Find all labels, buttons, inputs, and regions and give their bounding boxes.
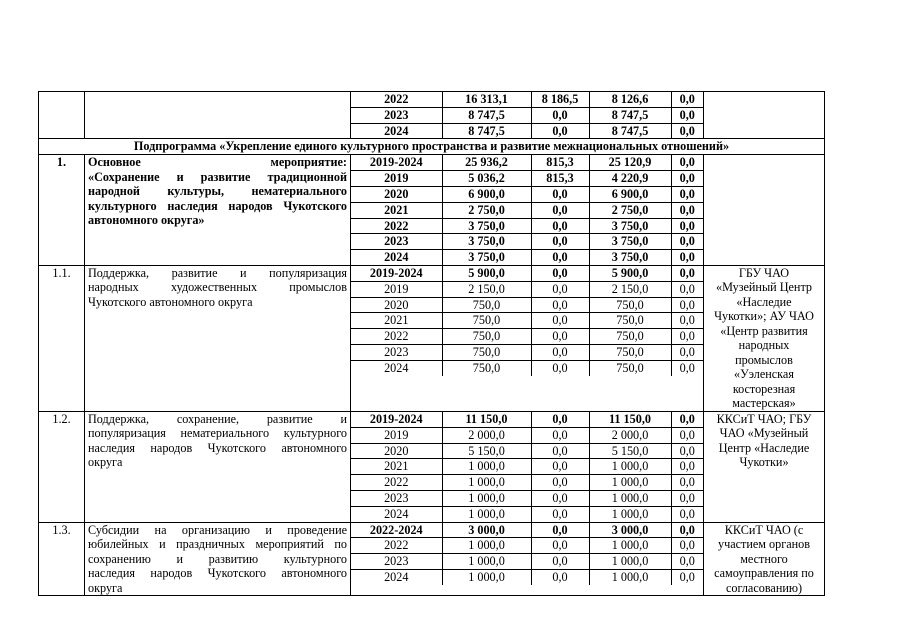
description-line: юбилейных и праздничных мероприятий по <box>88 537 347 552</box>
other-cell: 0,0 <box>671 313 703 329</box>
regional-cell: 3 750,0 <box>589 234 671 250</box>
federal-cell: 0,0 <box>531 313 589 329</box>
description-line: Поддержка, сохранение, развитие и <box>88 411 347 426</box>
year-row <box>351 123 703 138</box>
federal-cell: 0,0 <box>531 281 589 297</box>
description-line: автономного округа» <box>88 213 205 228</box>
other-cell: 0,0 <box>671 297 703 313</box>
federal-cell: 0,0 <box>531 360 589 375</box>
item-description <box>85 522 351 596</box>
regional-cell: 1 000,0 <box>589 490 671 506</box>
total-cell: 1 000,0 <box>442 490 531 506</box>
total-cell: 750,0 <box>442 360 531 375</box>
year-cell: 2020 <box>351 297 442 313</box>
total-cell: 750,0 <box>442 313 531 329</box>
other-cell: 0,0 <box>671 171 703 187</box>
federal-cell: 0,0 <box>531 218 589 234</box>
executor-line: мастерская» <box>732 396 796 411</box>
federal-cell: 0,0 <box>531 554 589 570</box>
year-row <box>351 202 703 218</box>
year-row <box>351 569 703 584</box>
year-cell: 2023 <box>351 107 442 123</box>
other-cell: 0,0 <box>671 202 703 218</box>
total-cell: 3 750,0 <box>442 234 531 250</box>
federal-cell: 0,0 <box>531 329 589 345</box>
total-cell: 8 747,5 <box>442 107 531 123</box>
continuation-row <box>39 92 825 139</box>
executor-line: Чукотки» <box>739 455 789 470</box>
description-line: сохранению и развитию культурного <box>88 551 347 566</box>
regional-cell: 11 150,0 <box>589 412 671 427</box>
year-cell: 2022-2024 <box>351 523 442 538</box>
federal-cell: 0,0 <box>531 443 589 459</box>
budget-table <box>38 91 825 596</box>
regional-cell: 5 900,0 <box>589 266 671 281</box>
federal-cell: 0,0 <box>531 107 589 123</box>
regional-cell: 4 220,9 <box>589 171 671 187</box>
total-cell: 3 750,0 <box>442 218 531 234</box>
values-grid <box>351 92 703 138</box>
item-number: 1.1. <box>39 265 85 411</box>
other-cell: 0,0 <box>671 490 703 506</box>
values-grid <box>351 523 703 585</box>
total-cell: 750,0 <box>442 329 531 345</box>
values-cell <box>351 265 704 411</box>
regional-cell: 1 000,0 <box>589 475 671 491</box>
total-cell: 1 000,0 <box>442 538 531 554</box>
executor-line: «Уэленская <box>734 367 794 382</box>
executor-line: косторезная <box>732 381 796 396</box>
year-cell: 2021 <box>351 202 442 218</box>
total-cell: 16 313,1 <box>442 92 531 107</box>
federal-cell: 0,0 <box>531 297 589 313</box>
description-line: культурного наследия народов Чукотского <box>88 198 347 213</box>
description-line: Основное мероприятие: <box>88 155 347 170</box>
year-row <box>351 218 703 234</box>
executor-line: народных <box>738 338 790 353</box>
other-cell: 0,0 <box>679 155 695 170</box>
executor-line: «Наследие <box>736 294 792 309</box>
federal-cell: 0,0 <box>531 506 589 521</box>
description-line: наследия народов Чукотского автономного <box>88 566 347 581</box>
year-row <box>351 281 703 297</box>
regional-cell: 6 900,0 <box>589 186 671 202</box>
other-cell: 0,0 <box>679 522 695 537</box>
federal-cell: 8 186,5 <box>531 92 589 107</box>
federal-cell: 0,0 <box>531 123 589 138</box>
total-cell: 11 150,0 <box>442 412 531 427</box>
num-cell <box>39 92 85 139</box>
regional-cell: 3 750,0 <box>589 218 671 234</box>
other-cell: 0,0 <box>671 107 703 123</box>
regional-cell: 750,0 <box>589 360 671 375</box>
year-cell: 2023 <box>351 554 442 570</box>
values-cell <box>351 522 704 596</box>
year-cell: 2019-2024 <box>351 266 442 281</box>
executor-line: «Центр развития <box>720 323 808 338</box>
other-cell: 0,0 <box>671 234 703 250</box>
regional-cell: 750,0 <box>589 329 671 345</box>
total-cell: 5 150,0 <box>442 443 531 459</box>
values-cell <box>351 155 704 266</box>
federal-cell: 0,0 <box>531 186 589 202</box>
other-cell: 0,0 <box>671 218 703 234</box>
regional-cell: 750,0 <box>589 297 671 313</box>
item-number: 1.2. <box>39 411 85 522</box>
regional-cell: 3 750,0 <box>589 250 671 265</box>
year-cell: 2024 <box>351 569 442 584</box>
description-line: Чукотского автономного округа <box>88 294 253 309</box>
year-row <box>351 171 703 187</box>
year-row <box>351 412 703 427</box>
year-cell: 2021 <box>351 313 442 329</box>
year-row <box>351 443 703 459</box>
year-cell: 2019 <box>351 171 442 187</box>
description-line: Субсидии на организацию и проведение <box>88 522 347 537</box>
year-row <box>351 155 703 170</box>
year-cell: 2022 <box>351 329 442 345</box>
total-cell: 2 150,0 <box>442 281 531 297</box>
other-cell: 0,0 <box>671 329 703 345</box>
total-cell: 3 000,0 <box>442 523 531 538</box>
executor-line: местного <box>740 551 788 566</box>
year-cell: 2024 <box>351 250 442 265</box>
description-line: округа <box>88 455 123 470</box>
other-cell: 0,0 <box>671 475 703 491</box>
executor-line: участием органов <box>717 537 811 552</box>
values-grid <box>351 266 703 376</box>
executor-line: промыслов <box>735 352 793 367</box>
other-cell: 0,0 <box>671 186 703 202</box>
year-row <box>351 427 703 443</box>
other-cell: 0,0 <box>679 265 695 280</box>
federal-cell: 0,0 <box>531 266 589 281</box>
regional-cell: 8 747,5 <box>589 123 671 138</box>
executor-cell <box>704 522 825 596</box>
executor-cell <box>704 92 825 139</box>
federal-cell: 0,0 <box>531 538 589 554</box>
year-row <box>351 92 703 107</box>
executor-line: согласованию) <box>725 580 803 595</box>
year-cell: 2020 <box>351 186 442 202</box>
subprogram-row <box>39 139 825 155</box>
total-cell: 6 900,0 <box>442 186 531 202</box>
item-description <box>85 265 351 411</box>
year-row <box>351 234 703 250</box>
year-row <box>351 313 703 329</box>
values-grid <box>351 412 703 522</box>
total-cell: 1 000,0 <box>442 569 531 584</box>
year-row <box>351 329 703 345</box>
total-cell: 1 000,0 <box>442 554 531 570</box>
executor-line: «Музейный Центр <box>715 280 813 295</box>
year-row <box>351 186 703 202</box>
year-row <box>351 523 703 538</box>
section-row <box>39 411 825 522</box>
federal-cell: 0,0 <box>531 569 589 584</box>
values-grid <box>351 155 703 265</box>
regional-cell: 1 000,0 <box>589 554 671 570</box>
year-row <box>351 250 703 265</box>
year-row <box>351 297 703 313</box>
section-row <box>39 265 825 411</box>
federal-cell: 0,0 <box>531 412 589 427</box>
subprogram-title: Подпрограмма «Укрепление единого культурного пространства и развитие межнациональных отношений» <box>39 139 825 155</box>
federal-cell: 0,0 <box>531 234 589 250</box>
values-cell <box>351 411 704 522</box>
executor-line: ККСиТ ЧАО (с <box>724 522 804 537</box>
other-cell: 0,0 <box>671 554 703 570</box>
year-cell: 2024 <box>351 506 442 521</box>
regional-cell: 1 000,0 <box>589 459 671 475</box>
year-cell: 2019-2024 <box>351 155 442 170</box>
item-number: 1.3. <box>39 522 85 596</box>
other-cell: 0,0 <box>671 427 703 443</box>
total-cell: 3 750,0 <box>442 250 531 265</box>
executor-line: Центр «Наследие <box>718 440 810 455</box>
regional-cell: 1 000,0 <box>589 538 671 554</box>
year-cell: 2019-2024 <box>351 412 442 427</box>
year-cell: 2022 <box>351 475 442 491</box>
description-line: «Сохранение и развитие традиционной <box>88 169 347 184</box>
executor-line: ЧАО «Музейный <box>719 426 809 441</box>
executor-cell <box>704 265 825 411</box>
year-row <box>351 490 703 506</box>
executor-cell <box>704 155 825 266</box>
description-line: наследия народов Чукотского автономного <box>88 440 347 455</box>
other-cell: 0,0 <box>671 281 703 297</box>
federal-cell: 815,3 <box>531 171 589 187</box>
total-cell: 1 000,0 <box>442 459 531 475</box>
year-row <box>351 360 703 375</box>
regional-cell: 25 120,9 <box>589 155 671 170</box>
section-row <box>39 155 825 266</box>
total-cell: 2 000,0 <box>442 427 531 443</box>
other-cell: 0,0 <box>671 250 703 265</box>
year-cell: 2024 <box>351 360 442 375</box>
values-cell <box>351 92 704 139</box>
regional-cell: 8 126,6 <box>589 92 671 107</box>
executor-line: ГБУ ЧАО <box>738 265 790 280</box>
year-row <box>351 475 703 491</box>
year-cell: 2022 <box>351 538 442 554</box>
regional-cell: 8 747,5 <box>589 107 671 123</box>
regional-cell: 1 000,0 <box>589 569 671 584</box>
year-cell: 2023 <box>351 344 442 360</box>
other-cell: 0,0 <box>671 506 703 521</box>
federal-cell: 0,0 <box>531 459 589 475</box>
regional-cell: 2 750,0 <box>589 202 671 218</box>
federal-cell: 0,0 <box>531 523 589 538</box>
year-cell: 2022 <box>351 218 442 234</box>
description-line: популяризация нематериального культурного <box>88 426 347 441</box>
section-row <box>39 522 825 596</box>
federal-cell: 815,3 <box>531 155 589 170</box>
year-cell: 2020 <box>351 443 442 459</box>
other-cell: 0,0 <box>679 92 695 106</box>
year-row <box>351 506 703 521</box>
year-cell: 2023 <box>351 490 442 506</box>
year-row <box>351 266 703 281</box>
other-cell: 0,0 <box>671 360 703 375</box>
year-cell: 2019 <box>351 281 442 297</box>
federal-cell: 0,0 <box>531 490 589 506</box>
executor-cell <box>704 411 825 522</box>
description-line: народной культуры, нематериального <box>88 184 347 199</box>
year-row <box>351 107 703 123</box>
other-cell: 0,0 <box>671 123 703 138</box>
regional-cell: 1 000,0 <box>589 506 671 521</box>
regional-cell: 5 150,0 <box>589 443 671 459</box>
total-cell: 25 936,2 <box>442 155 531 170</box>
total-cell: 750,0 <box>442 344 531 360</box>
year-row <box>351 554 703 570</box>
year-cell: 2024 <box>351 123 442 138</box>
description-line: народных художественных промыслов <box>88 280 347 295</box>
item-number: 1. <box>39 155 85 266</box>
federal-cell: 0,0 <box>531 250 589 265</box>
other-cell: 0,0 <box>671 344 703 360</box>
total-cell: 2 750,0 <box>442 202 531 218</box>
year-cell: 2021 <box>351 459 442 475</box>
year-cell: 2023 <box>351 234 442 250</box>
other-cell: 0,0 <box>671 459 703 475</box>
item-description <box>85 155 351 266</box>
total-cell: 1 000,0 <box>442 506 531 521</box>
executor-line: Чукотки»; АУ ЧАО <box>714 309 814 324</box>
year-row <box>351 538 703 554</box>
regional-cell: 2 150,0 <box>589 281 671 297</box>
total-cell: 5 900,0 <box>442 266 531 281</box>
executor-line: ККСиТ ЧАО; ГБУ <box>716 411 812 426</box>
total-cell: 5 036,2 <box>442 171 531 187</box>
other-cell: 0,0 <box>671 443 703 459</box>
year-cell: 2019 <box>351 427 442 443</box>
item-description <box>85 411 351 522</box>
other-cell: 0,0 <box>671 538 703 554</box>
total-cell: 8 747,5 <box>442 123 531 138</box>
other-cell: 0,0 <box>679 411 695 426</box>
year-cell: 2022 <box>351 92 442 107</box>
other-cell: 0,0 <box>671 569 703 584</box>
federal-cell: 0,0 <box>531 427 589 443</box>
description-line: Поддержка, развитие и популяризация <box>88 265 347 280</box>
total-cell: 1 000,0 <box>442 475 531 491</box>
desc-cell <box>85 92 351 139</box>
year-row <box>351 459 703 475</box>
regional-cell: 750,0 <box>589 313 671 329</box>
federal-cell: 0,0 <box>531 344 589 360</box>
description-line: округа <box>88 580 123 595</box>
year-row <box>351 344 703 360</box>
total-cell: 750,0 <box>442 297 531 313</box>
federal-cell: 0,0 <box>531 475 589 491</box>
executor-line: самоуправления по <box>714 566 814 581</box>
regional-cell: 3 000,0 <box>589 523 671 538</box>
regional-cell: 2 000,0 <box>589 427 671 443</box>
federal-cell: 0,0 <box>531 202 589 218</box>
regional-cell: 750,0 <box>589 344 671 360</box>
